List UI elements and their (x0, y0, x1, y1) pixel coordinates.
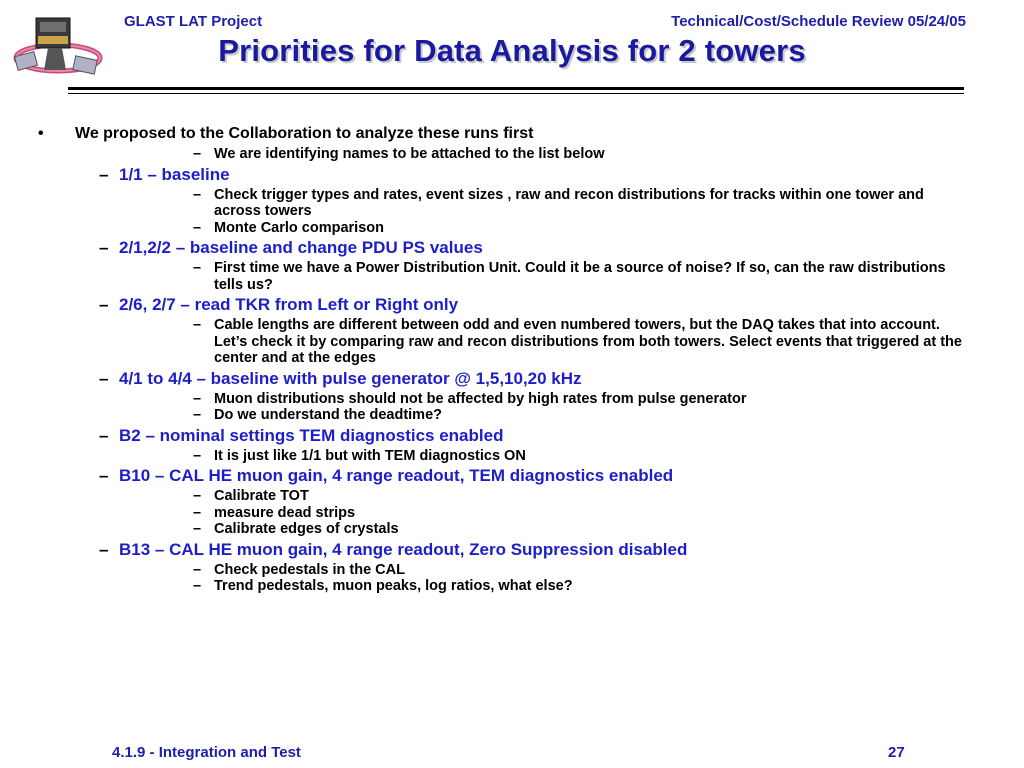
main-bullet-text: We proposed to the Collaboration to analyze these runs first (75, 125, 534, 142)
run-item: – B13 – CAL HE muon gain, 4 range readout, Zero Suppression disabled (99, 539, 688, 559)
run-detail: – Check trigger types and rates, event sizes , raw and recon distributions for tracks within one tower and across towers (193, 186, 924, 219)
footer-section: 4.1.9 - Integration and Test (112, 744, 301, 761)
run-detail: – Calibrate TOT (193, 488, 309, 504)
run-detail: – Calibrate edges of crystals (193, 521, 399, 537)
run-item: – B10 – CAL HE muon gain, 4 range readout, TEM diagnostics enabled (99, 466, 674, 485)
run-detail: – First time we have a Power Distribution Unit. Could it be a source of noise? If so, can the raw distributions tells us? (193, 260, 946, 293)
run-detail: – It is just like 1/1 but with TEM diagnostics ON (193, 447, 526, 464)
main-bullet (0, 124, 1024, 144)
header-review: Technical/Cost/Schedule Review 05/24/05 (671, 13, 966, 30)
run-detail: – Trend pedestals, muon peaks, log ratios, what else? (193, 578, 573, 594)
bullet-marker: • (38, 125, 44, 142)
run-item: – 2/6, 2/7 – read TKR from Left or Right only (99, 295, 459, 314)
run-item: – 2/1,2/2 – baseline and change PDU PS values (99, 238, 483, 257)
page-number: 27 (888, 744, 905, 761)
note-item: – We are identifying names to be attached to the list below (193, 146, 605, 162)
run-item: – 1/1 – baseline (99, 164, 230, 184)
slide-title: Priorities for Data Analysis for 2 towers (218, 33, 806, 68)
run-detail: – measure dead strips (193, 504, 356, 521)
run-detail: – Muon distributions should not be affected by high rates from pulse generator (193, 390, 747, 407)
run-detail: – Cable lengths are different between odd and even numbered towers, but the DAQ takes that into account. Let’s check it by comparing raw and recon distributions from both towers. Select events that triggered at the center and at the edges (193, 317, 962, 366)
run-item: – 4/1 to 4/4 – baseline with pulse generator @ 1,5,10,20 kHz (99, 368, 582, 388)
run-detail: – Do we understand the deadtime? (193, 407, 442, 423)
slide-content (0, 124, 1024, 595)
run-detail: – Monte Carlo comparison (193, 219, 384, 236)
title-rule-thick (68, 87, 964, 90)
run-detail: – Check pedestals in the CAL (193, 561, 405, 578)
title-rule-thin (68, 93, 964, 94)
header-project: GLAST LAT Project (124, 13, 263, 30)
run-item: – B2 – nominal settings TEM diagnostics enabled (99, 425, 504, 445)
